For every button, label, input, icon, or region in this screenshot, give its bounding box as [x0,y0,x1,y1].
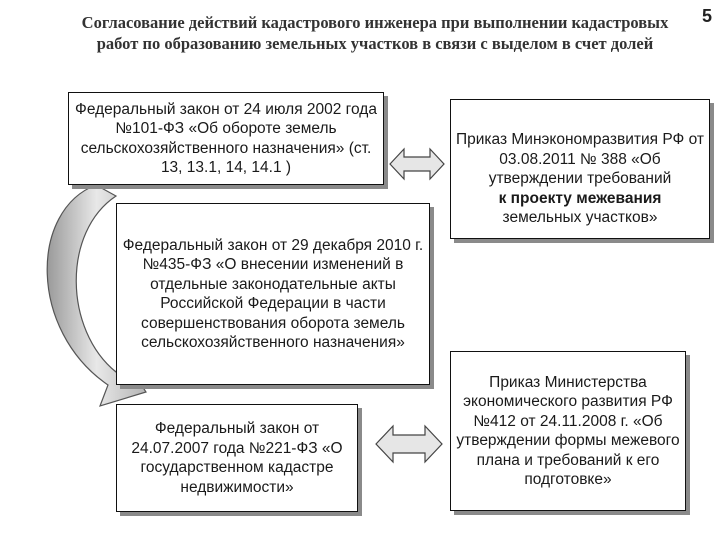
order-388-text-start: Приказ Минэкономразвития РФ от 03.08.2011 № 388 «Об утверждении требований [455,131,704,187]
double-arrow-top [390,149,444,179]
order-388-box [450,99,710,239]
law-221-box: Федеральный закон от 24.07.2007 года №221-ФЗ «О государственном кадастре недвижимости» [116,404,358,512]
order-388-bold-text: к проекту межевания [498,189,662,207]
law-435-box: Федеральный закон от 29 декабря 2010 г. №435-ФЗ «О внесении изменений в отдельные законодательные акты Российской Федерации в части совершенствования оборота земель сельскохозяйственного назначения» [116,203,430,385]
double-arrow-bottom [376,426,442,462]
page-title: Согласование действий кадастрового инженера при выполнении кадастровых работ по образованию земельных участков в связи с выделом в счет долей [81,13,669,53]
order-412-box: Приказ Министерства экономического развития РФ №412 от 24.11.2008 г. «Об утверждении формы межевого плана и требований к его подготовке» [450,351,686,511]
law-101-box: Федеральный закон от 24 июля 2002 года №101-ФЗ «Об обороте земель сельскохозяйственного назначения» (ст. 13, 13.1, 14, 14.1 ) [68,92,384,185]
page-number: 5 [701,6,712,26]
order-388-text-end: земельных участков» [502,209,658,226]
